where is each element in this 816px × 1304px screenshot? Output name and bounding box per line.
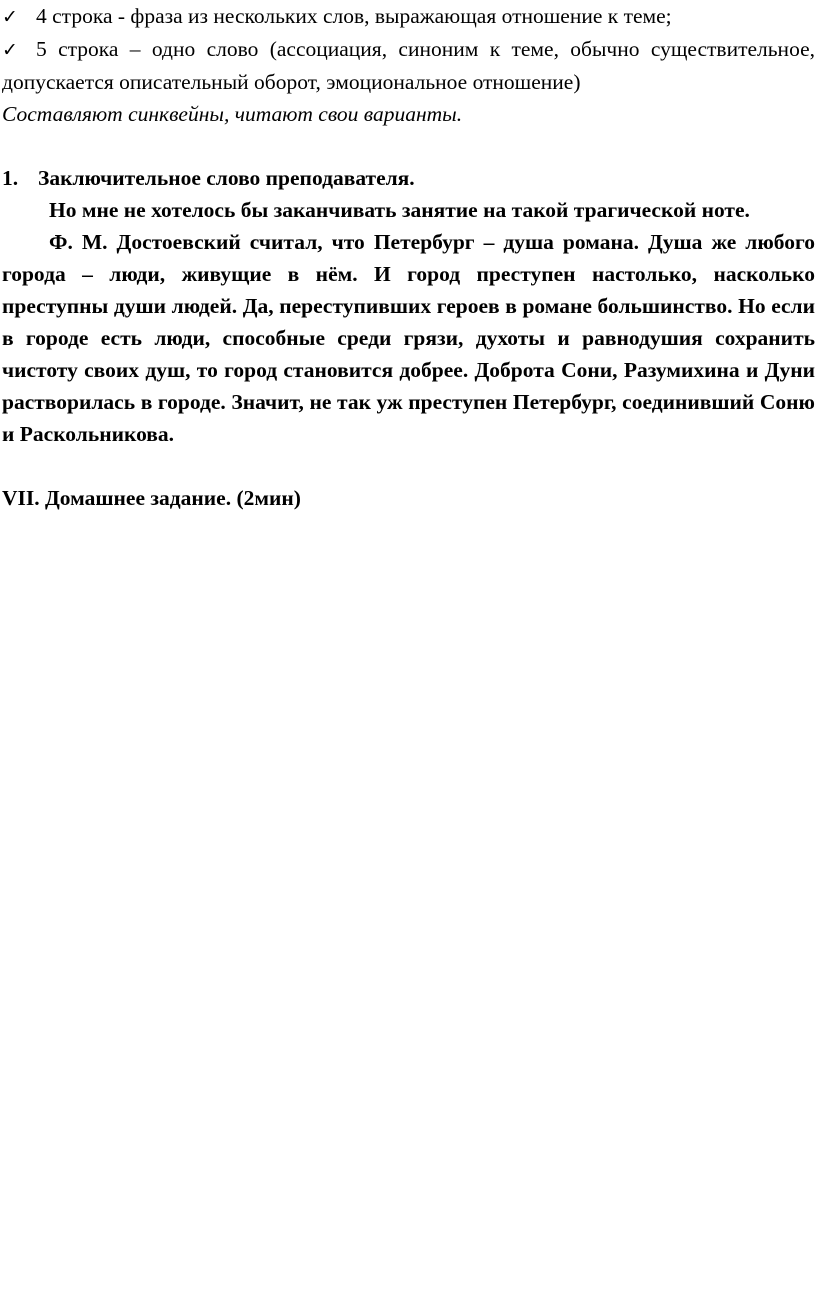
homework-heading: VII. Домашнее задание. (2мин) (2, 486, 301, 510)
list-item-text: 5 строка – одно слово (ассоциация, синоним к теме, обычно существительное, допускается описательный оборот, эмоциональное отношение) (2, 37, 815, 94)
list-item (2, 33, 815, 98)
spacer (2, 450, 815, 482)
checkmark-icon: ✓ (2, 6, 18, 28)
instruction-text: Составляют синквейны, читают свои варианты. (2, 102, 463, 126)
document-page (0, 0, 816, 514)
paragraph: Но мне не хотелось бы заканчивать занятие на такой трагической ноте. (49, 198, 750, 222)
paragraph: Ф. М. Достоевский считал, что Петербург – душа романа. Душа же любого города – люди, живущие в нём. И город преступен настолько, насколько преступны души людей. Да, переступивших героев в романе большинство. Но если в городе есть люди, способные среди грязи, духоты и равнодушия сохранить чистоту своих душ, то город становится добрее. Доброта Сони, Разумихина и Дуни растворилась в городе. Значит, не так уж преступен Петербург, соединивший Соню и Раскольникова. (2, 230, 815, 446)
checkmark-icon: ✓ (2, 39, 18, 61)
section-title: Заключительное слово преподавателя. (38, 166, 415, 190)
section-number: 1. (2, 166, 19, 190)
list-item (2, 0, 815, 33)
section-heading (2, 162, 815, 194)
list-item-text: 4 строка - фраза из нескольких слов, выражающая отношение к теме; (36, 4, 672, 28)
spacer (2, 130, 815, 162)
